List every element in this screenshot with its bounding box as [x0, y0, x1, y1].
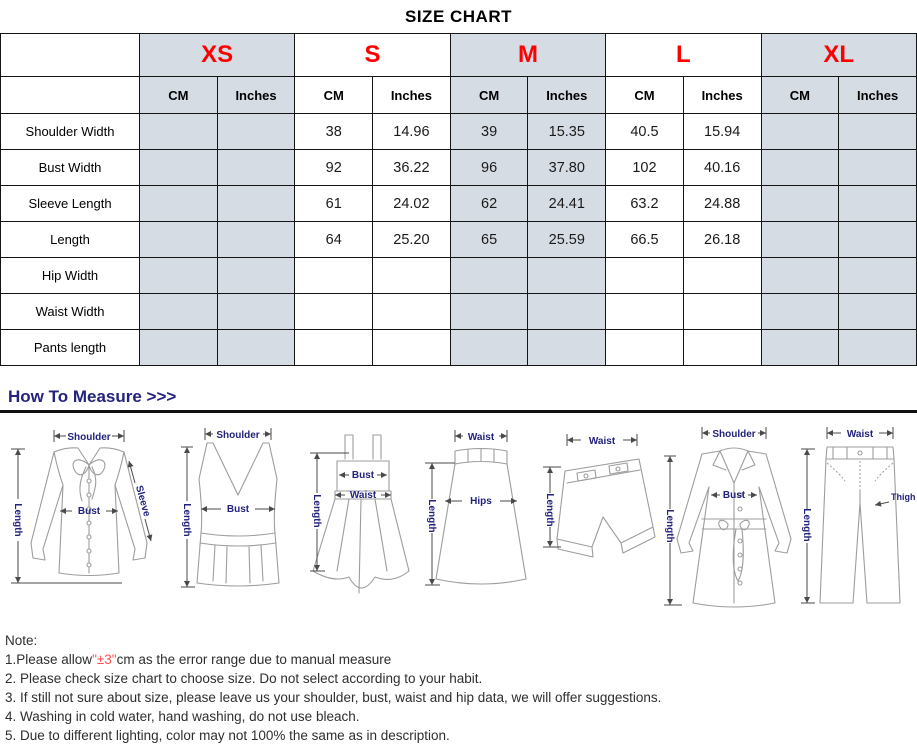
- note-1-prefix: 1.Please allow: [5, 652, 93, 667]
- value-cell: [295, 258, 373, 294]
- value-cell: [839, 150, 917, 186]
- value-cell: 24.41: [528, 186, 606, 222]
- pants-thigh-label: Thigh: [891, 492, 916, 502]
- value-cell: [140, 294, 218, 330]
- row-label: Waist Width: [1, 294, 140, 330]
- note-line-4: 4. Washing in cold water, hand washing, do not use bleach.: [5, 709, 360, 724]
- value-cell: 24.02: [373, 186, 451, 222]
- row-label: Sleeve Length: [1, 186, 140, 222]
- value-cell: 38: [295, 114, 373, 150]
- value-cell: 63.2: [606, 186, 684, 222]
- size-chart-table: [0, 33, 917, 366]
- note-line-1: [5, 650, 917, 669]
- value-cell: [140, 258, 218, 294]
- coat-shoulder-label: Shoulder: [712, 429, 756, 440]
- unit-header-l-cm: CM: [606, 77, 684, 114]
- note-line-3: 3. If still not sure about size, please leave us your shoulder, bust, waist and hip data, we will offer suggestions.: [5, 690, 662, 705]
- value-cell: 25.20: [373, 222, 451, 258]
- unit-header-row: [1, 77, 917, 114]
- value-cell: 64: [295, 222, 373, 258]
- value-cell: [140, 150, 218, 186]
- value-cell: 96: [450, 150, 528, 186]
- slip-dress-diagram: [297, 421, 422, 621]
- value-cell: [217, 114, 295, 150]
- dress-length-label: Length: [311, 494, 322, 528]
- value-cell: 24.88: [683, 186, 761, 222]
- measure-row-7: [1, 330, 917, 366]
- pants-length-label: Length: [801, 508, 812, 542]
- shorts-length-label: Length: [544, 493, 555, 527]
- value-cell: [683, 258, 761, 294]
- value-cell: [528, 330, 606, 366]
- measure-row-3: [1, 186, 917, 222]
- measure-row-4: [1, 222, 917, 258]
- blouse-bust-label: Bust: [77, 506, 101, 517]
- value-cell: [217, 294, 295, 330]
- unit-header-s-inches: Inches: [373, 77, 451, 114]
- note-line-5: 5. Due to different lighting, color may not 100% the same as in description.: [5, 728, 450, 743]
- row-label: Shoulder Width: [1, 114, 140, 150]
- value-cell: 14.96: [373, 114, 451, 150]
- value-cell: 40.5: [606, 114, 684, 150]
- unit-header-xl-cm: CM: [761, 77, 839, 114]
- coat-length-label: Length: [664, 509, 675, 543]
- value-cell: [761, 114, 839, 150]
- value-cell: [450, 258, 528, 294]
- note-1-suffix: cm as the error range due to manual measure: [116, 652, 392, 667]
- value-cell: 15.35: [528, 114, 606, 150]
- value-cell: 92: [295, 150, 373, 186]
- corner-cell: [1, 34, 140, 77]
- value-cell: [295, 330, 373, 366]
- value-cell: [839, 294, 917, 330]
- value-cell: 15.94: [683, 114, 761, 150]
- value-cell: [217, 150, 295, 186]
- dress-bust-label: Bust: [351, 470, 375, 481]
- value-cell: [683, 294, 761, 330]
- value-cell: 26.18: [683, 222, 761, 258]
- value-cell: 39: [450, 114, 528, 150]
- row-label: Hip Width: [1, 258, 140, 294]
- tank-shoulder-label: Shoulder: [216, 430, 260, 441]
- value-cell: [140, 186, 218, 222]
- skirt-hips-label: Hips: [470, 496, 492, 507]
- value-cell: [373, 258, 451, 294]
- unit-header-xl-inches: Inches: [839, 77, 917, 114]
- size-header-xl: XL: [761, 34, 917, 77]
- value-cell: [761, 294, 839, 330]
- value-cell: [140, 222, 218, 258]
- value-cell: [528, 258, 606, 294]
- row-label: Length: [1, 222, 140, 258]
- unit-header-xs-cm: CM: [140, 77, 218, 114]
- page-title: SIZE CHART: [405, 7, 512, 26]
- value-cell: [606, 294, 684, 330]
- value-cell: 66.5: [606, 222, 684, 258]
- corner-cell: [1, 77, 140, 114]
- blouse-length-label: Length: [12, 503, 23, 537]
- value-cell: [606, 258, 684, 294]
- value-cell: [217, 186, 295, 222]
- note-1-tolerance: "±3": [92, 652, 117, 667]
- size-header-l: L: [606, 34, 761, 77]
- unit-header-m-cm: CM: [450, 77, 528, 114]
- value-cell: [295, 294, 373, 330]
- size-header-s: S: [295, 34, 450, 77]
- value-cell: [450, 294, 528, 330]
- how-to-measure-heading: How To Measure >>>: [8, 387, 177, 406]
- value-cell: [761, 150, 839, 186]
- measurement-diagrams: [0, 413, 917, 621]
- value-cell: [761, 330, 839, 366]
- size-header-m: M: [450, 34, 605, 77]
- size-header-row: [1, 34, 917, 77]
- blouse-sleeve-label: Sleeve: [133, 484, 153, 518]
- coat-bust-label: Bust: [722, 490, 746, 501]
- unit-header-s-cm: CM: [295, 77, 373, 114]
- value-cell: [217, 258, 295, 294]
- value-cell: [606, 330, 684, 366]
- note-line-2: 2. Please check size chart to choose size. Do not select according to your habit.: [5, 671, 483, 686]
- pants-waist-label: Waist: [846, 429, 874, 440]
- value-cell: [683, 330, 761, 366]
- value-cell: [761, 222, 839, 258]
- value-cell: 102: [606, 150, 684, 186]
- blouse-diagram: [2, 421, 177, 621]
- unit-header-xs-inches: Inches: [217, 77, 295, 114]
- value-cell: [140, 114, 218, 150]
- measure-row-5: [1, 258, 917, 294]
- value-cell: 37.80: [528, 150, 606, 186]
- row-label: Pants length: [1, 330, 140, 366]
- value-cell: 65: [450, 222, 528, 258]
- value-cell: [839, 222, 917, 258]
- notes-section: [0, 621, 917, 745]
- blouse-shoulder-label: Shoulder: [67, 432, 111, 443]
- value-cell: [528, 294, 606, 330]
- coat-diagram: [662, 421, 797, 621]
- value-cell: [450, 330, 528, 366]
- unit-header-l-inches: Inches: [683, 77, 761, 114]
- measure-row-6: [1, 294, 917, 330]
- dress-waist-label: Waist: [349, 490, 377, 501]
- measure-row-2: [1, 150, 917, 186]
- tank-length-label: Length: [181, 503, 192, 537]
- shorts-waist-label: Waist: [588, 436, 616, 447]
- row-label: Bust Width: [1, 150, 140, 186]
- value-cell: [373, 330, 451, 366]
- skirt-diagram: [422, 421, 537, 621]
- value-cell: [373, 294, 451, 330]
- shorts-diagram: [537, 421, 662, 621]
- value-cell: [839, 258, 917, 294]
- value-cell: [140, 330, 218, 366]
- value-cell: 40.16: [683, 150, 761, 186]
- skirt-length-label: Length: [426, 499, 437, 533]
- value-cell: [217, 222, 295, 258]
- pants-diagram: [797, 421, 917, 621]
- value-cell: [839, 186, 917, 222]
- notes-heading: Note:: [5, 633, 38, 648]
- measure-row-1: [1, 114, 917, 150]
- size-header-xs: XS: [140, 34, 295, 77]
- value-cell: [761, 258, 839, 294]
- value-cell: [839, 114, 917, 150]
- value-cell: [839, 330, 917, 366]
- skirt-waist-label: Waist: [467, 432, 495, 443]
- value-cell: [217, 330, 295, 366]
- value-cell: 62: [450, 186, 528, 222]
- value-cell: 61: [295, 186, 373, 222]
- tank-bust-label: Bust: [226, 504, 250, 515]
- value-cell: [761, 186, 839, 222]
- tank-top-diagram: [177, 421, 297, 621]
- value-cell: 25.59: [528, 222, 606, 258]
- unit-header-m-inches: Inches: [528, 77, 606, 114]
- value-cell: 36.22: [373, 150, 451, 186]
